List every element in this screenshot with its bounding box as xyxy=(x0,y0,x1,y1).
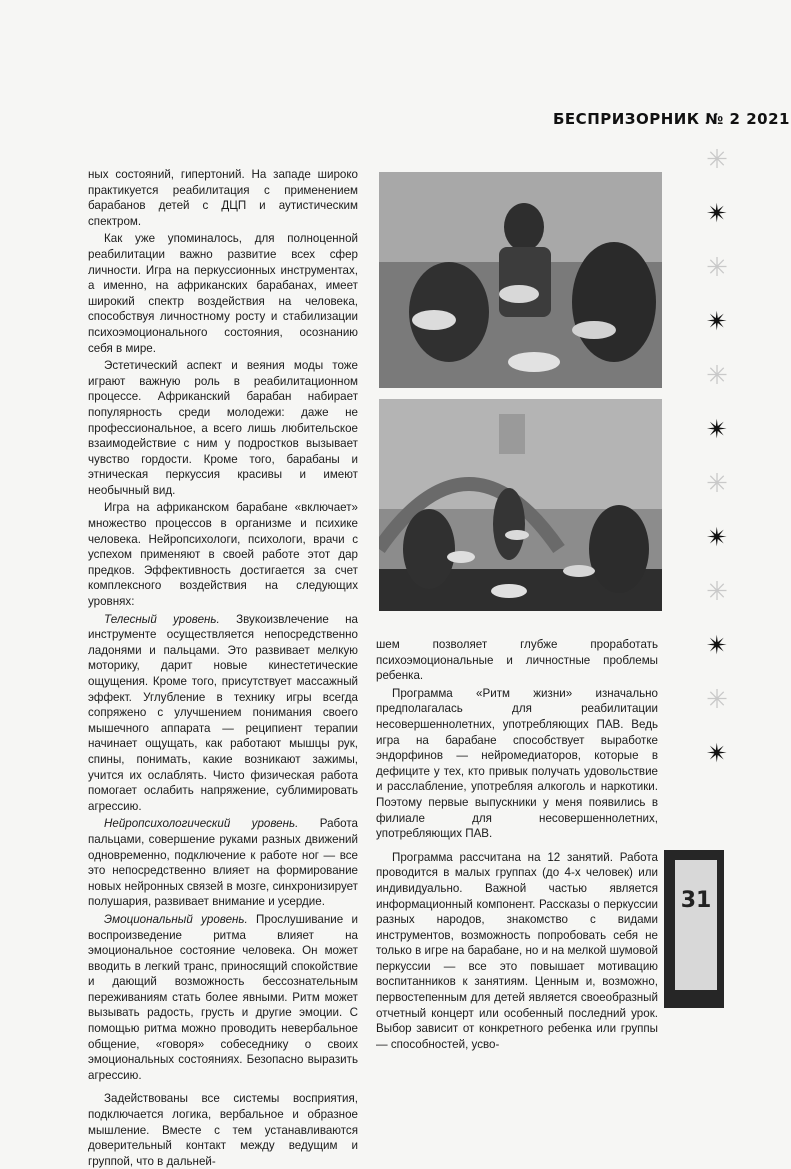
star-icon: ✴ xyxy=(706,198,728,228)
paragraph: ных состояний, гипертоний. На западе широко практикуется реабилитация с применением барабанов детей с ДЦП и аутистическим спектром. xyxy=(88,168,358,228)
level-text: Звукоизвлечение на инструменте осуществляется непосредственно ладонями и пальцами. Это развивает мелкую моторику, дарит новые кинестетические ощущения. Кроме того, присутствует массажный эффект. Углубление в технику игры всегда сопряжено с улучшением понимания своего мышечного аппарата — реципиент терапии начинает ощущать, как работают мышцы рук, спины, понимать, какие возникают зажимы, учится их ослаблять. Чисто физическая работа помогает ослабить напряжение, сублимировать агрессию. xyxy=(88,612,358,813)
level-text: Работа пальцами, совершение руками разных движений одновременно, подключение к работе ног — все это непосредственно влияет на формирование новых нейронных связей в мозге, синхронизирует полушария, развивает внимание и усердие. xyxy=(88,817,358,909)
magazine-header: БЕСПРИЗОРНИК № 2 2021 xyxy=(553,110,790,128)
star-icon: ✳ xyxy=(706,252,728,282)
level-paragraph xyxy=(88,816,358,910)
paragraph: Задействованы все системы восприятия, подключается логика, вербальное и образное мышление. Вместе с тем устанавливаются доверительный контакт между ведущим и группой, что в дальней- xyxy=(88,1092,358,1168)
paragraph: шем позволяет глубже проработать психоэмоциональные и личностные проблемы ребенка. xyxy=(376,638,658,683)
level-text: Прослушивание и воспроизведение ритма влияет на эмоциональное состояние человека. Он может вводить в легкий транс, приносящий спокойствие и дающий возможность бессознательным переживаниям стать более явными. Ритм может вызывать радость, грусть и другие эмоции. С помощью ритма можно проводить невербальное общение, «говоря» собеседнику о своих эмоциональных состояниях. Безопасно выразить агрессию. xyxy=(88,912,358,1082)
left-text-column xyxy=(88,167,358,1169)
level-paragraph xyxy=(88,912,358,1084)
level-paragraph xyxy=(88,612,358,815)
star-icon: ✳ xyxy=(706,468,728,498)
paragraph: Игра на африканском барабане «включает» множество процессов в организме и психике человека. Нейропсихологи, психологи, врачи с успехом применяют в своей работе этот дар предков. Эффективность достигается за счет комплексного воздействия на следующих уровнях: xyxy=(88,501,358,609)
paragraph: Программа рассчитана на 12 занятий. Работа проводится в малых группах (до 4-х человек) или индивидуально. Важной частью является информационный компонент. Рассказы о перкуссии разных народов, знакомство с видами инструментов, возможность попробовать себя не только в игре на барабане, но и на мелкой шумовой перкуссии — все это повышает мотивацию воспитанников к занятиям. Ценным и, возможно, первостепенным для детей является своеобразный отчетный концерт или особенный последний урок. Выбор зависит от конкретного ребенка или группы — способностей, усво- xyxy=(376,850,658,1051)
right-text-column xyxy=(376,637,658,1052)
star-icon: ✳ xyxy=(706,144,728,174)
star-icon: ✴ xyxy=(706,630,728,660)
paragraph: Как уже упоминалось, для полноценной реабилитации важно развитие всех сфер личности. Игра на перкуссионных инструментах, а именно, на африканских барабанах, имеет широкий спектр воздействия на человека, способствуя личностному росту и стабилизации психоэмоционального состояния, осознанию себя в мире. xyxy=(88,232,358,355)
star-decoration-column xyxy=(703,145,731,793)
drumming-photo-top xyxy=(379,172,662,388)
star-icon: ✴ xyxy=(706,522,728,552)
star-icon: ✴ xyxy=(706,306,728,336)
star-icon: ✴ xyxy=(706,738,728,768)
level-title: Нейропсихологический уровень. xyxy=(104,817,299,831)
paragraph: Эстетический аспект и веяния моды тоже играют важную роль в реабилитационном процессе. Африканский барабан набирает популярность среди молодежи: даже не профессиональное, а всего лишь любительское взаимодействие с ним у подростков вызывает чувство гордости. Кроме того, барабаны и этническая перкуссия красивы и имеют необычный вид. xyxy=(88,359,358,497)
star-icon: ✳ xyxy=(706,576,728,606)
level-title: Телесный уровень. xyxy=(104,612,220,626)
star-icon: ✳ xyxy=(706,360,728,390)
paragraph: Программа «Ритм жизни» изначально предполагалась для реабилитации несовершеннолетних, употребляющих ПАВ. Ведь игра на барабане способствует выработке эндорфинов — нейромедиаторов, которые в дефиците у тех, кто привык получать удовольствие и расслабление, употребляя алкоголь и наркотики. Поэтому первые выпускники у меня появились в филиале для несовершеннолетних, употребляющих ПАВ. xyxy=(376,686,658,841)
drumming-photo-bottom xyxy=(379,399,662,611)
page-number: 31 xyxy=(675,860,717,990)
star-icon: ✴ xyxy=(706,414,728,444)
star-icon: ✳ xyxy=(706,684,728,714)
level-title: Эмоциональный уровень. xyxy=(104,912,248,926)
